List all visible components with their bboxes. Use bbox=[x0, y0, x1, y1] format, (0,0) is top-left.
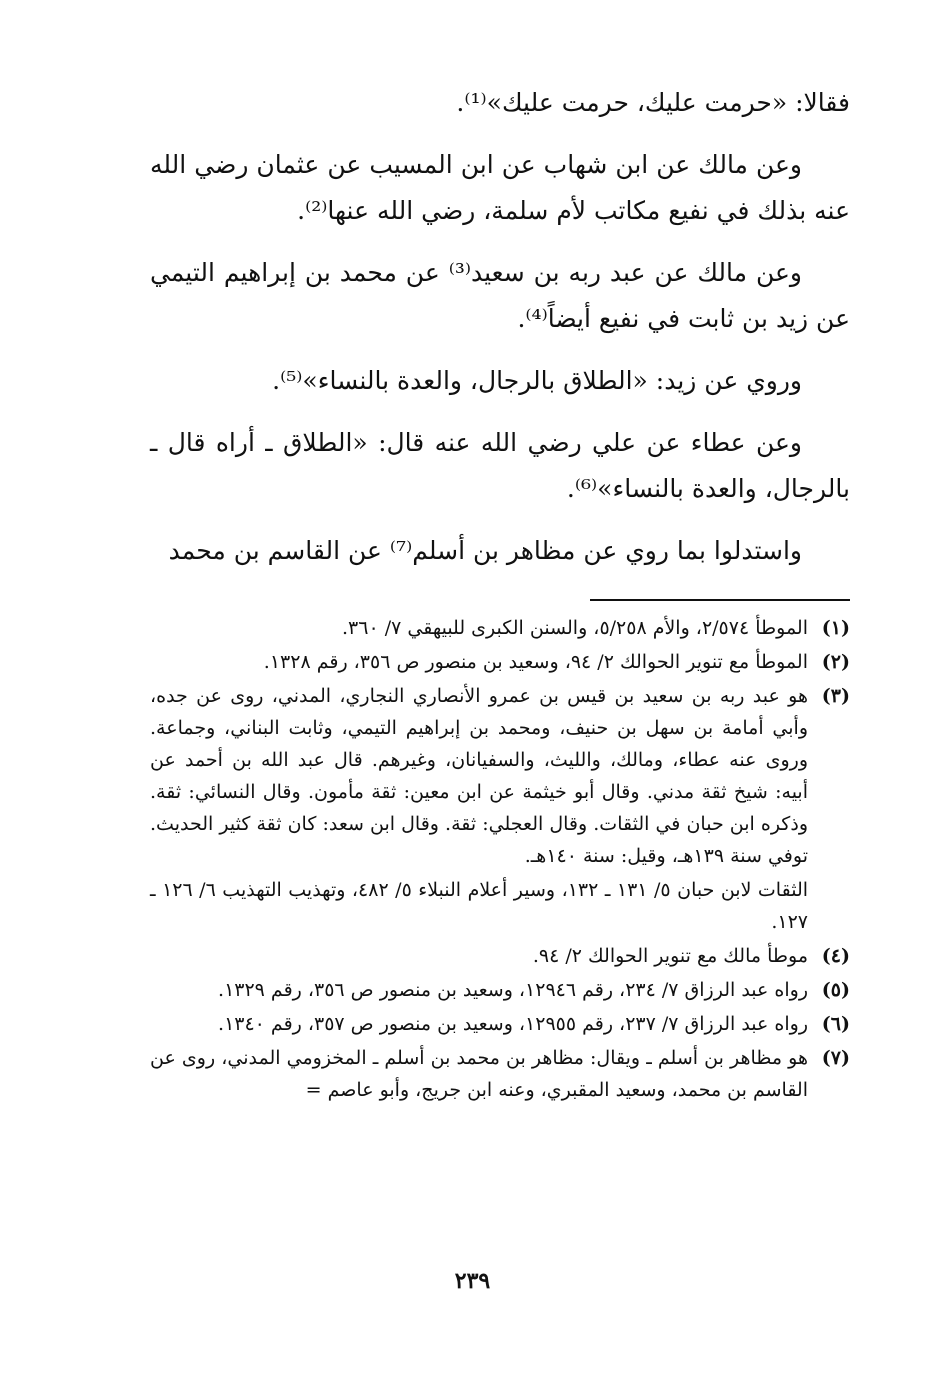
paragraph-3: وعن مالك عن عبد ربه بن سعيد⁽³⁾ عن محمد بن إبراهيم التيمي عن زيد بن ثابت في نفيع أيضاً⁽⁴⁾. bbox=[150, 258, 850, 333]
footnote-body bbox=[150, 680, 808, 938]
footnote-number: (٣) bbox=[821, 685, 850, 707]
paragraph-5: وعن عطاء عن علي رضي الله عنه قال: «الطلاق ـ أراه قال ـ بالرجال، والعدة بالنساء»⁽⁶⁾. bbox=[150, 428, 850, 503]
footnote-number: (٥) bbox=[821, 979, 850, 1001]
footnote-text: موطأ مالك مع تنوير الحوالك ٢/ ٩٤. bbox=[532, 945, 808, 967]
footnote-divider bbox=[590, 599, 850, 601]
footnote-6 bbox=[150, 1008, 850, 1040]
footnote-number: (٢) bbox=[821, 651, 850, 673]
footnote-text: الموطأ ٢/٥٧٤، والأم ٥/٢٥٨، والسنن الكبرى للبيهقي ٧/ ٣٦٠. bbox=[342, 617, 808, 639]
footnote-5 bbox=[150, 974, 850, 1006]
footnote-2 bbox=[150, 646, 850, 678]
paragraph-4: وروي عن زيد: «الطلاق بالرجال، والعدة بالنساء»⁽⁵⁾. bbox=[272, 366, 802, 395]
footnotes bbox=[150, 612, 850, 1108]
footnote-1 bbox=[150, 612, 850, 644]
footnote-7 bbox=[150, 1042, 850, 1106]
footnote-number: (٤) bbox=[821, 945, 850, 967]
footnote-number: (١) bbox=[821, 617, 850, 639]
footnote-3 bbox=[150, 680, 850, 938]
main-text bbox=[150, 80, 850, 590]
paragraph-2: وعن مالك عن ابن شهاب عن ابن المسيب عن عثمان رضي الله عنه بذلك في نفيع مكاتب لأم سلمة، رضي الله عنها⁽²⁾. bbox=[150, 150, 850, 225]
footnote-4 bbox=[150, 940, 850, 972]
footnote-text: الموطأ مع تنوير الحوالك ٢/ ٩٤، وسعيد بن منصور ص ٣٥٦، رقم ١٣٢٨. bbox=[263, 651, 808, 673]
paragraph-6: واستدلوا بما روي عن مظاهر بن أسلم⁽⁷⁾ عن القاسم بن محمد bbox=[168, 536, 802, 565]
footnote-sources: الثقات لابن حبان ٥/ ١٣١ ـ ١٣٢، وسير أعلام النبلاء ٥/ ٤٨٢، وتهذيب التهذيب ٦/ ١٢٦ ـ ١٢٧. bbox=[150, 879, 809, 933]
footnote-number: (٦) bbox=[821, 1013, 850, 1035]
footnote-text: هو عبد ربه بن سعيد بن قيس بن عمرو الأنصاري النجاري، المدني، روى عن جده، وأبي أمامة بن سهل بن حنيف، ومحمد بن إبراهيم التيمي، وثابت البناني، وجماعة. وروى عنه عطاء، ومالك، والليث، والسفيانان، وغيرهم. قال عبد الله بن أحمد عن أبيه: شيخ ثقة مدني. وقال أبو خيثمة عن ابن معين: ثقة مأمون. وقال النسائي: ثقة. وذكره ابن حبان في الثقات. وقال العجلي: ثقة. وقال ابن سعد: كان ثقة كثير الحديث. توفي سنة ١٣٩هـ، وقيل: سنة ١٤٠هـ. bbox=[150, 685, 808, 867]
footnote-text: رواه عبد الرزاق ٧/ ٢٣٧، رقم ١٢٩٥٥، وسعيد بن منصور ص ٣٥٧، رقم ١٣٤٠. bbox=[218, 1013, 808, 1035]
page-number: ٢٣٩ bbox=[454, 1268, 491, 1294]
footnote-text: رواه عبد الرزاق ٧/ ٢٣٤، رقم ١٢٩٤٦، وسعيد بن منصور ص ٣٥٦، رقم ١٣٢٩. bbox=[218, 979, 808, 1001]
footnote-number: (٧) bbox=[821, 1047, 850, 1069]
footnote-text: هو مظاهر بن أسلم ـ ويقال: مظاهر بن محمد بن أسلم ـ المخزومي المدني، روى عن القاسم بن محمد، وسعيد المقبري، وعنه ابن جريج، وأبو عاصم = bbox=[150, 1047, 808, 1101]
paragraph-1: فقالا: «حرمت عليك، حرمت عليك»⁽¹⁾. bbox=[456, 88, 850, 117]
